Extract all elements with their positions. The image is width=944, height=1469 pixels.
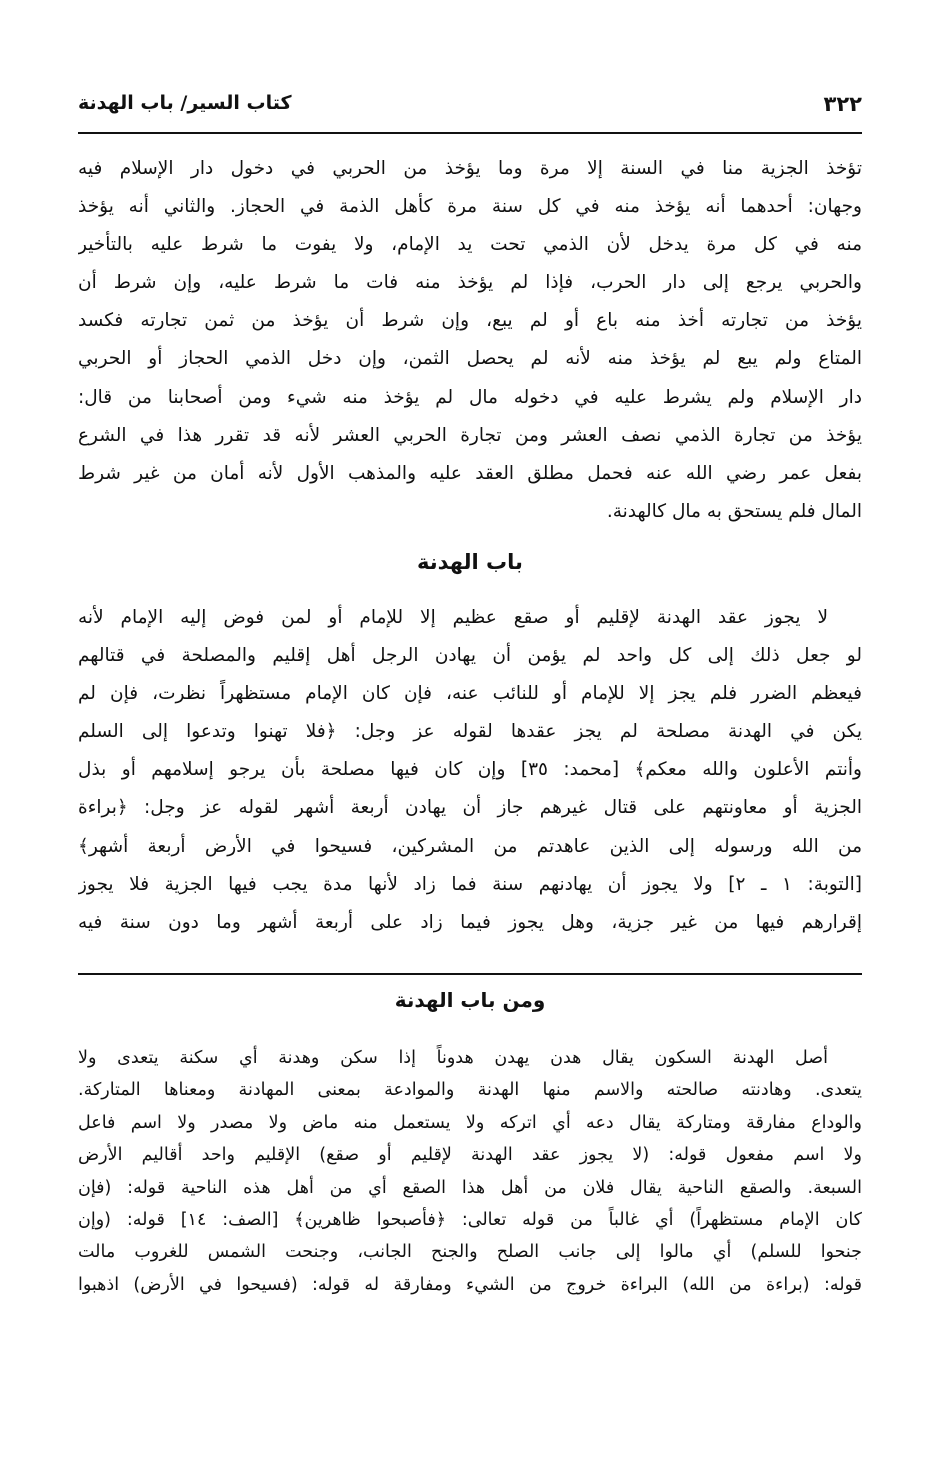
text-line: وأنتم الأعلون والله معكم﴾ [محمد: ٣٥] وإن كان فيها مصلحة بأن يرجو إسلامهم أو بذل [78,759,862,781]
running-title: كتاب السير/ باب الهدنة [78,92,292,114]
text-line: منه في كل مرة يدخل لأن الذمي تحت يد الإمام، ولا يفوت ما شرط عليه بالتأخير [78,234,862,256]
text-line: قوله: (براءة من الله) البراءة خروج من الشيء ومفارقة له قوله: (فسيحوا في الأرض) اذهبوا [78,1274,862,1295]
commentary-heading: ومن باب الهدنة [394,988,546,1012]
text-line: بفعل عمر رضي الله عنه فحمل مطلق العقد عليه والمذهب الأول لأنه أمان من غير شرط [78,462,862,484]
text-line: والوداع مفارقة ومتاركة يقال دعه أي اتركه ولا يستعمل منه ماض ولا مصدر ولا اسم فاعل [78,1112,862,1133]
text-line: السبعة. والصقع الناحية يقال فلان من أهل هذا الصقع أي من أهل هذه الناحية قوله: (فإن [78,1177,862,1198]
section-heading: باب الهدنة [417,550,523,574]
page-header [78,92,862,128]
continuation-paragraph [78,150,862,531]
text-line: يتعدى. وهادنته صالحته والاسم منها الهدنة والموادعة بمعنى المهادنة ومعناها المتاركة. [78,1080,862,1101]
text-line: ولا اسم مفعول قوله: (لا يجوز عقد الهدنة لإقليم أو صقع) الإقليم واحد أقاليم الأرض [78,1145,862,1166]
text-line: المال فلم يستحق به مال كالهدنة. [606,500,862,522]
text-line: يؤخذ من تجارة الذمي نصف العشر ومن تجارة الحربي العشر لأنه قد تقرر هذا في الشرع [78,424,862,446]
text-line: من الله ورسوله إلى الذين عاهدتم من المشركين، فسيحوا في الأرض أربعة أشهر﴾ [78,835,862,857]
text-line: جنحوا للسلم) أي مالوا إلى جانب الصلح والجنح الجانب، وجنحت الشمس للغروب مالت [78,1242,862,1263]
text-line: إقرارهم فيها من غير جزية، وهل يجوز فيما زاد على أربعة أشهر وما دون سنة فيه [78,911,862,933]
text-line: يؤخذ من تجارته أخذ منه باع أو لم يبع، وإن شرط أن يؤخذ من ثمن تجارته فكسد [78,310,862,332]
text-line: وجهان: أحدهما أنه يؤخذ منه في كل سنة مرة كأهل الذمة في الحجاز. والثاني أنه يؤخذ [78,196,862,218]
text-line: لا يجوز عقد الهدنة لإقليم أو صقع عظيم إلا للإمام أو لمن فوض إليه الإمام لأنه [78,607,828,628]
page-number: ٣٢٢ [823,92,862,116]
chapter-text [78,599,862,942]
text-line: يكن في الهدنة مصلحة لم يجز عقدها لقوله عز وجل: ﴿فلا تهنوا وتدعوا إلى السلم [78,721,862,743]
text-line: والحربي يرجع إلى دار الحرب، فإذا لم يؤخذ منه فات ما شرط عليه، وإن شرط أن [78,272,862,294]
text-line: المتاع ولم يبع لم يؤخذ منه لأنه لم يحصل الثمن، وإن دخل الذمي الحجاز أو الحربي [78,348,862,370]
text-line: الجزية أو معاونتهم على قتال غيرهم جاز أن يهادن أربعة أشهر لقوله عز وجل: ﴿براءة [78,797,862,819]
text-line: [التوبة: ١ ـ ٢] ولا يجوز أن يهادنهم سنة فما زاد لأنها مدة يجب فيها الجزية فلا يجوز [78,873,862,895]
text-line: كان الإمام مستظهراً) أي غالباً من قوله تعالى: ﴿فأصبحوا ظاهرين﴾ [الصف: ١٤] قوله: (وإن [78,1209,862,1230]
text-line: تؤخذ الجزية منا في السنة إلا مرة وما يؤخذ من الحربي في دخول دار الإسلام فيه [78,158,862,179]
text-line: أصل الهدنة السكون يقال هدن يهدن هدوناً إذا سكن وهدنة أي سكنة يتعدى ولا [78,1048,828,1068]
text-line: فيعظم الضرر فلم يجز إلا للإمام أو للنائب عنه، فإن كان الإمام مستظهراً نظرت، فإن لم [78,683,862,705]
commentary-text [78,1042,862,1301]
text-line: لو جعل ذلك إلى كل واحد لم يؤمن أن يهادن الرجل أهل إقليم والمصلحة في قتالهم [78,645,862,667]
header-divider [78,132,862,134]
text-line: دار الإسلام ولم يشرط عليه في دخوله مال لم يؤخذ منه شيء ومن أصحابنا من قال: [78,386,862,408]
commentary-divider [78,973,862,975]
